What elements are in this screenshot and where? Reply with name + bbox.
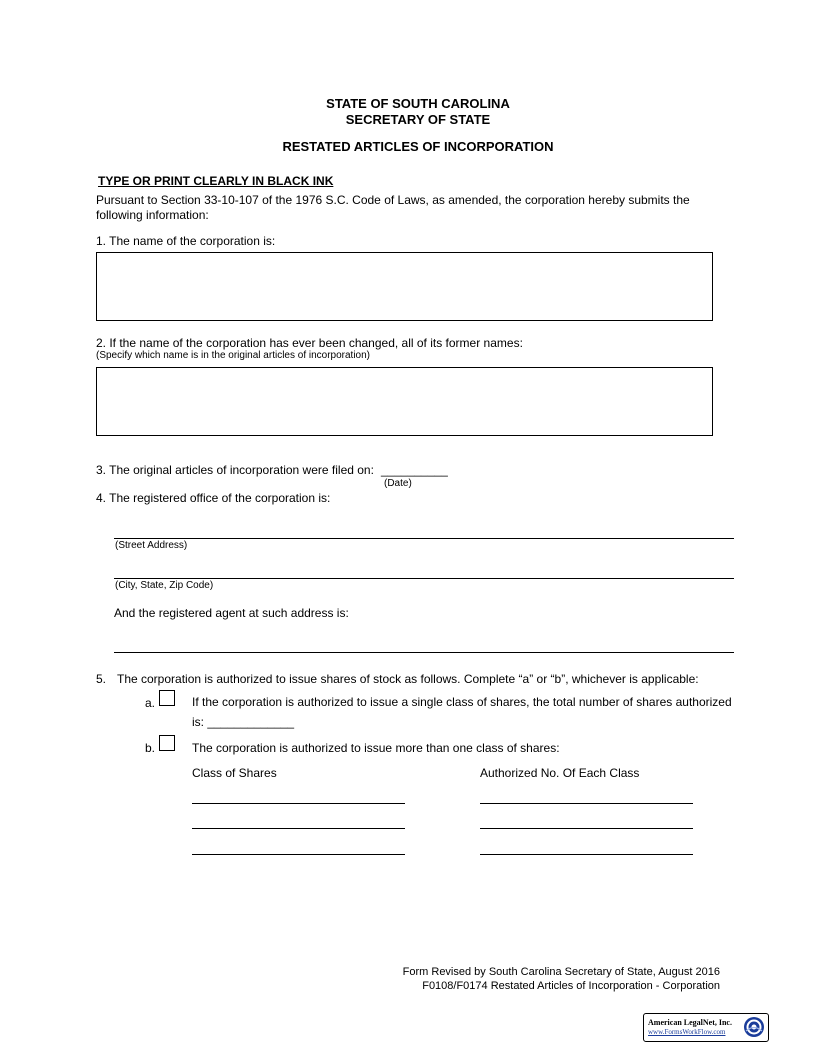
option-b-checkbox[interactable] xyxy=(159,735,175,751)
option-a-checkbox[interactable] xyxy=(159,690,175,706)
corporation-name-field[interactable] xyxy=(96,252,713,321)
option-b-text: The corporation is authorized to issue more than one class of shares: xyxy=(192,741,560,755)
globe-icon xyxy=(743,1016,765,1038)
item3-label: 3. The original articles of incorporation were filed on: xyxy=(96,463,374,477)
former-names-field[interactable] xyxy=(96,367,713,436)
form-title: RESTATED ARTICLES OF INCORPORATION xyxy=(282,139,554,154)
class-of-shares-line[interactable] xyxy=(192,828,405,829)
header-office: SECRETARY OF STATE xyxy=(345,112,491,127)
single-class-shares-field[interactable]: is: _____________ xyxy=(192,715,295,729)
class-of-shares-header: Class of Shares xyxy=(192,766,277,780)
intro-line-1: Pursuant to Section 33-10-107 of the 1976 S.C. Code of Laws, as amended, the corporation hereby submits the xyxy=(96,193,690,207)
city-state-zip-line[interactable] xyxy=(114,578,734,579)
authorized-number-line[interactable] xyxy=(480,854,693,855)
street-address-line[interactable] xyxy=(114,538,734,539)
registered-agent-line[interactable] xyxy=(114,652,734,653)
item4-label: 4. The registered office of the corporation is: xyxy=(96,491,331,505)
footer-form-id: F0108/F0174 Restated Articles of Incorporation - Corporation xyxy=(422,980,720,992)
registered-agent-label: And the registered agent at such address is: xyxy=(114,606,349,620)
american-legalnet-logo[interactable] xyxy=(643,1013,769,1042)
authorized-number-line[interactable] xyxy=(480,828,693,829)
option-a-text: If the corporation is authorized to issue a single class of shares, the total number of shares authorized xyxy=(192,695,732,709)
item5-number: 5. xyxy=(96,672,107,686)
filing-date-field[interactable]: __________ xyxy=(381,463,448,477)
logo-url: www.FormsWorkFlow.com xyxy=(648,1028,726,1036)
class-of-shares-line[interactable] xyxy=(192,803,405,804)
authorized-number-line[interactable] xyxy=(480,803,693,804)
item1-label: 1. The name of the corporation is: xyxy=(96,234,276,248)
option-a-letter: a. xyxy=(145,696,156,710)
authorized-number-header: Authorized No. Of Each Class xyxy=(480,766,640,780)
item5-label: The corporation is authorized to issue shares of stock as follows. Complete “a” or “b”, whichever is applicable: xyxy=(117,672,699,686)
instruction-heading: TYPE OR PRINT CLEARLY IN BLACK INK xyxy=(98,174,334,188)
logo-name: American LegalNet, Inc. xyxy=(648,1018,732,1027)
option-b-letter: b. xyxy=(145,741,156,755)
street-address-caption: (Street Address) xyxy=(115,540,188,551)
date-caption: (Date) xyxy=(384,478,412,489)
header-state: STATE OF SOUTH CAROLINA xyxy=(326,96,510,111)
item2-label: 2. If the name of the corporation has ever been changed, all of its former names: xyxy=(96,336,523,350)
item2-note: (Specify which name is in the original articles of incorporation) xyxy=(96,350,371,361)
intro-line-2: following information: xyxy=(96,208,209,222)
city-state-zip-caption: (City, State, Zip Code) xyxy=(115,580,214,591)
footer-revision: Form Revised by South Carolina Secretary of State, August 2016 xyxy=(402,966,720,978)
class-of-shares-line[interactable] xyxy=(192,854,405,855)
